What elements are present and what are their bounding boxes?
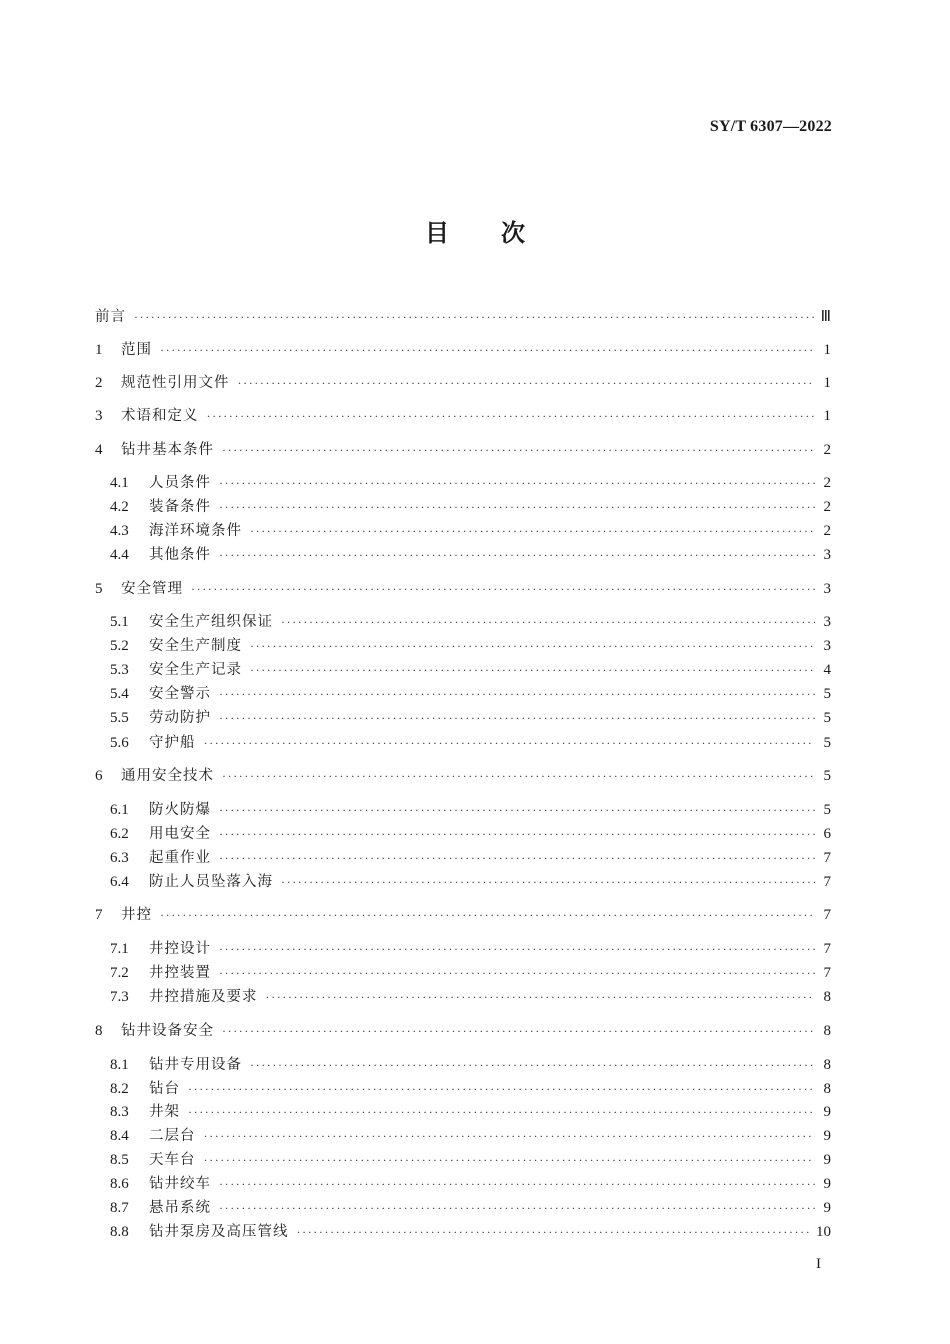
toc-entry-number: 5.2 <box>110 638 129 654</box>
toc-leader-dots <box>219 1174 815 1194</box>
toc-entry-label: 安全管理 <box>121 581 183 597</box>
toc-entry[interactable] <box>0 1102 950 1122</box>
standard-code: SY/T 6307—2022 <box>709 118 832 135</box>
toc-entry-number: 8.1 <box>110 1057 129 1073</box>
toc-entry-number: 8.6 <box>110 1176 129 1192</box>
toc-entry-label: 钻井绞车 <box>149 1176 211 1192</box>
toc-leader-dots <box>219 963 815 983</box>
toc-leader-dots <box>219 939 815 959</box>
toc-entry-number: 8.7 <box>110 1200 129 1216</box>
toc-entry-label: 天车台 <box>149 1152 196 1168</box>
toc-entry-number: 6.3 <box>110 850 129 866</box>
toc-entry-page: 5 <box>823 768 831 784</box>
toc-leader-dots <box>297 1222 811 1242</box>
toc-entry-page: 7 <box>823 941 831 957</box>
toc-entry-page: 8 <box>823 1081 831 1097</box>
toc-entry-page: 7 <box>823 874 831 890</box>
toc-entry-page: 1 <box>823 342 831 358</box>
toc-entry[interactable] <box>0 708 950 728</box>
toc-entry-page: 9 <box>823 1176 831 1192</box>
toc-entry[interactable] <box>0 636 950 656</box>
toc-entry[interactable] <box>0 963 950 983</box>
toc-entry-number: 5.4 <box>110 686 129 702</box>
toc-entry-label: 钻台 <box>149 1081 180 1097</box>
toc-entry[interactable] <box>0 684 950 704</box>
toc-entry[interactable] <box>0 824 950 844</box>
toc-entry[interactable] <box>0 440 950 460</box>
toc-entry-number: 8.4 <box>110 1128 129 1144</box>
toc-entry-label: 钻井泵房及高压管线 <box>149 1224 289 1240</box>
toc-leader-dots <box>219 473 815 493</box>
toc-entry-page: 10 <box>816 1224 831 1240</box>
toc-leader-dots <box>222 766 815 786</box>
toc-entry-number: 8.8 <box>110 1224 129 1240</box>
toc-leader-dots <box>250 660 815 680</box>
toc-entry[interactable] <box>0 987 950 1007</box>
toc-leader-dots <box>281 872 815 892</box>
toc-leader-dots <box>266 987 816 1007</box>
toc-entry-number: 5.3 <box>110 662 129 678</box>
toc-entry-label: 井控设计 <box>149 941 211 957</box>
toc-entry[interactable] <box>0 1021 950 1041</box>
toc-entry-page: 3 <box>823 638 831 654</box>
toc-entry-number: 5.5 <box>110 710 129 726</box>
toc-entry-page: 7 <box>823 907 831 923</box>
toc-entry-number: 7.3 <box>110 989 129 1005</box>
toc-entry-number: 3 <box>95 408 103 424</box>
toc-leader-dots <box>219 1198 815 1218</box>
toc-entry-label: 安全生产制度 <box>149 638 242 654</box>
toc-entry[interactable] <box>0 521 950 541</box>
toc-leader-dots <box>160 905 815 925</box>
toc-leader-dots <box>191 579 815 599</box>
toc-entry[interactable] <box>0 473 950 493</box>
title-char-1: 目 <box>425 219 449 247</box>
toc-entry[interactable] <box>0 733 950 753</box>
page-number: I <box>816 1256 821 1272</box>
toc-entry-label: 通用安全技术 <box>121 768 214 784</box>
toc-entry-label: 范围 <box>121 342 152 358</box>
toc-entry-label: 钻井基本条件 <box>121 442 214 458</box>
toc-entry-label: 安全警示 <box>149 686 211 702</box>
toc-entry-number: 7.1 <box>110 941 129 957</box>
toc-entry-number: 6.4 <box>110 874 129 890</box>
toc-leader-dots <box>219 824 815 844</box>
toc-entry[interactable] <box>0 848 950 868</box>
toc-leader-dots <box>204 1126 816 1146</box>
toc-entry-number: 5.1 <box>110 614 129 630</box>
toc-entry-label: 井控措施及要求 <box>149 989 258 1005</box>
toc-leader-dots <box>250 521 815 541</box>
toc-entry-label: 安全生产记录 <box>149 662 242 678</box>
toc-entry-label: 人员条件 <box>149 475 211 491</box>
toc-entry[interactable] <box>0 340 950 360</box>
toc-entry-label: 钻井专用设备 <box>149 1057 242 1073</box>
toc-entry-number: 1 <box>95 342 103 358</box>
toc-entry-number: 4.4 <box>110 547 129 563</box>
toc-leader-dots <box>219 497 815 517</box>
toc-entry-label: 守护船 <box>149 735 196 751</box>
toc-entry[interactable] <box>0 1126 950 1146</box>
toc-leader-dots <box>250 1055 815 1075</box>
toc-entry-label: 悬吊系统 <box>149 1200 211 1216</box>
toc-entry-number: 8.5 <box>110 1152 129 1168</box>
toc-entry-number: 8.3 <box>110 1104 129 1120</box>
toc-entry-label: 术语和定义 <box>121 408 199 424</box>
toc-leader-dots <box>222 1021 815 1041</box>
toc-entry-label: 防止人员坠落入海 <box>149 874 273 890</box>
toc-entry-page: 4 <box>823 662 831 678</box>
toc-entry-number: 6 <box>95 768 103 784</box>
toc-entry-label: 钻井设备安全 <box>121 1023 214 1039</box>
toc-entry-number: 4.1 <box>110 475 129 491</box>
toc-entry-number: 4 <box>95 442 103 458</box>
toc-entry[interactable] <box>0 872 950 892</box>
toc-entry[interactable] <box>0 660 950 680</box>
toc-entry-page: 5 <box>823 735 831 751</box>
toc-entry-page: 9 <box>823 1152 831 1168</box>
toc-entry-page: 2 <box>823 475 831 491</box>
toc-entry-page: 8 <box>823 1057 831 1073</box>
toc-entry-page: 1 <box>823 375 831 391</box>
toc-entry-label: 海洋环境条件 <box>149 523 242 539</box>
toc-leader-dots <box>250 636 815 656</box>
toc-entry[interactable] <box>0 373 950 393</box>
toc-entry-page: 5 <box>823 710 831 726</box>
toc-entry-page: 8 <box>823 989 831 1005</box>
toc-leader-dots <box>204 1150 816 1170</box>
toc-entry-number: 8.2 <box>110 1081 129 1097</box>
toc-leader-dots <box>219 848 815 868</box>
toc-entry-page: 7 <box>823 850 831 866</box>
title-char-2: 次 <box>501 219 525 247</box>
toc-entry-number: 6.2 <box>110 826 129 842</box>
toc-entry-page: 5 <box>823 686 831 702</box>
toc-entry-number: 7 <box>95 907 103 923</box>
toc-entry-number: 5 <box>95 581 103 597</box>
toc-entry-label: 二层台 <box>149 1128 196 1144</box>
toc-entry-page: 9 <box>823 1200 831 1216</box>
toc-entry-page: 3 <box>823 547 831 563</box>
toc-leader-dots <box>222 440 815 460</box>
toc-leader-dots <box>219 684 815 704</box>
toc-entry-label: 安全生产组织保证 <box>149 614 273 630</box>
toc-entry-label: 前言 <box>95 309 126 325</box>
toc-entry[interactable] <box>0 1174 950 1194</box>
toc-entry[interactable] <box>0 1079 950 1099</box>
toc-entry[interactable] <box>0 545 950 565</box>
toc-entry-label: 劳动防护 <box>149 710 211 726</box>
toc-entry-label: 起重作业 <box>149 850 211 866</box>
toc-entry-number: 8 <box>95 1023 103 1039</box>
toc-entry-page: 1 <box>823 408 831 424</box>
toc-entry-number: 4.2 <box>110 499 129 515</box>
toc-leader-dots <box>219 545 815 565</box>
toc-entry-label: 规范性引用文件 <box>121 375 230 391</box>
toc-entry-page: 3 <box>823 581 831 597</box>
toc-entry-number: 2 <box>95 375 103 391</box>
toc-entry-page: Ⅲ <box>820 309 831 325</box>
toc-entry[interactable] <box>0 800 950 820</box>
toc-entry-label: 防火防爆 <box>149 802 211 818</box>
toc-entry[interactable] <box>0 1055 950 1075</box>
toc-entry-page: 5 <box>823 802 831 818</box>
toc-entry[interactable] <box>0 1222 950 1242</box>
toc-entry[interactable] <box>0 406 950 426</box>
toc-entry-page: 8 <box>823 1023 831 1039</box>
toc-entry-label: 装备条件 <box>149 499 211 515</box>
toc-entry-label: 用电安全 <box>149 826 211 842</box>
toc-leader-dots <box>160 340 815 360</box>
toc-entry-page: 9 <box>823 1104 831 1120</box>
toc-entry[interactable] <box>0 939 950 959</box>
toc-entry-label: 井控装置 <box>149 965 211 981</box>
toc-entry-number: 7.2 <box>110 965 129 981</box>
toc-entry-page: 7 <box>823 965 831 981</box>
toc-entry[interactable] <box>0 905 950 925</box>
toc-entry-label: 井架 <box>149 1104 180 1120</box>
toc-entry-page: 6 <box>823 826 831 842</box>
toc-leader-dots <box>281 612 815 632</box>
toc-entry-number: 6.1 <box>110 802 129 818</box>
toc-entry[interactable] <box>0 307 950 327</box>
toc-leader-dots <box>219 708 815 728</box>
toc-entry-page: 2 <box>823 499 831 515</box>
toc-entry[interactable] <box>0 579 950 599</box>
toc-leader-dots <box>188 1079 815 1099</box>
toc-entry-page: 3 <box>823 614 831 630</box>
toc-entry[interactable] <box>0 766 950 786</box>
toc-entry[interactable] <box>0 1150 950 1170</box>
toc-leader-dots <box>204 733 816 753</box>
toc-leader-dots <box>134 307 815 327</box>
toc-entry-page: 2 <box>823 442 831 458</box>
toc-leader-dots <box>238 373 816 393</box>
toc-entry[interactable] <box>0 612 950 632</box>
toc-entry-page: 2 <box>823 523 831 539</box>
toc-entry[interactable] <box>0 497 950 517</box>
toc-entry-label: 其他条件 <box>149 547 211 563</box>
toc-entry[interactable] <box>0 1198 950 1218</box>
toc-leader-dots <box>188 1102 815 1122</box>
toc-entry-number: 5.6 <box>110 735 129 751</box>
toc-entry-number: 4.3 <box>110 523 129 539</box>
toc-entry-label: 井控 <box>121 907 152 923</box>
toc-leader-dots <box>207 406 816 426</box>
toc-entry-page: 9 <box>823 1128 831 1144</box>
toc-leader-dots <box>219 800 815 820</box>
